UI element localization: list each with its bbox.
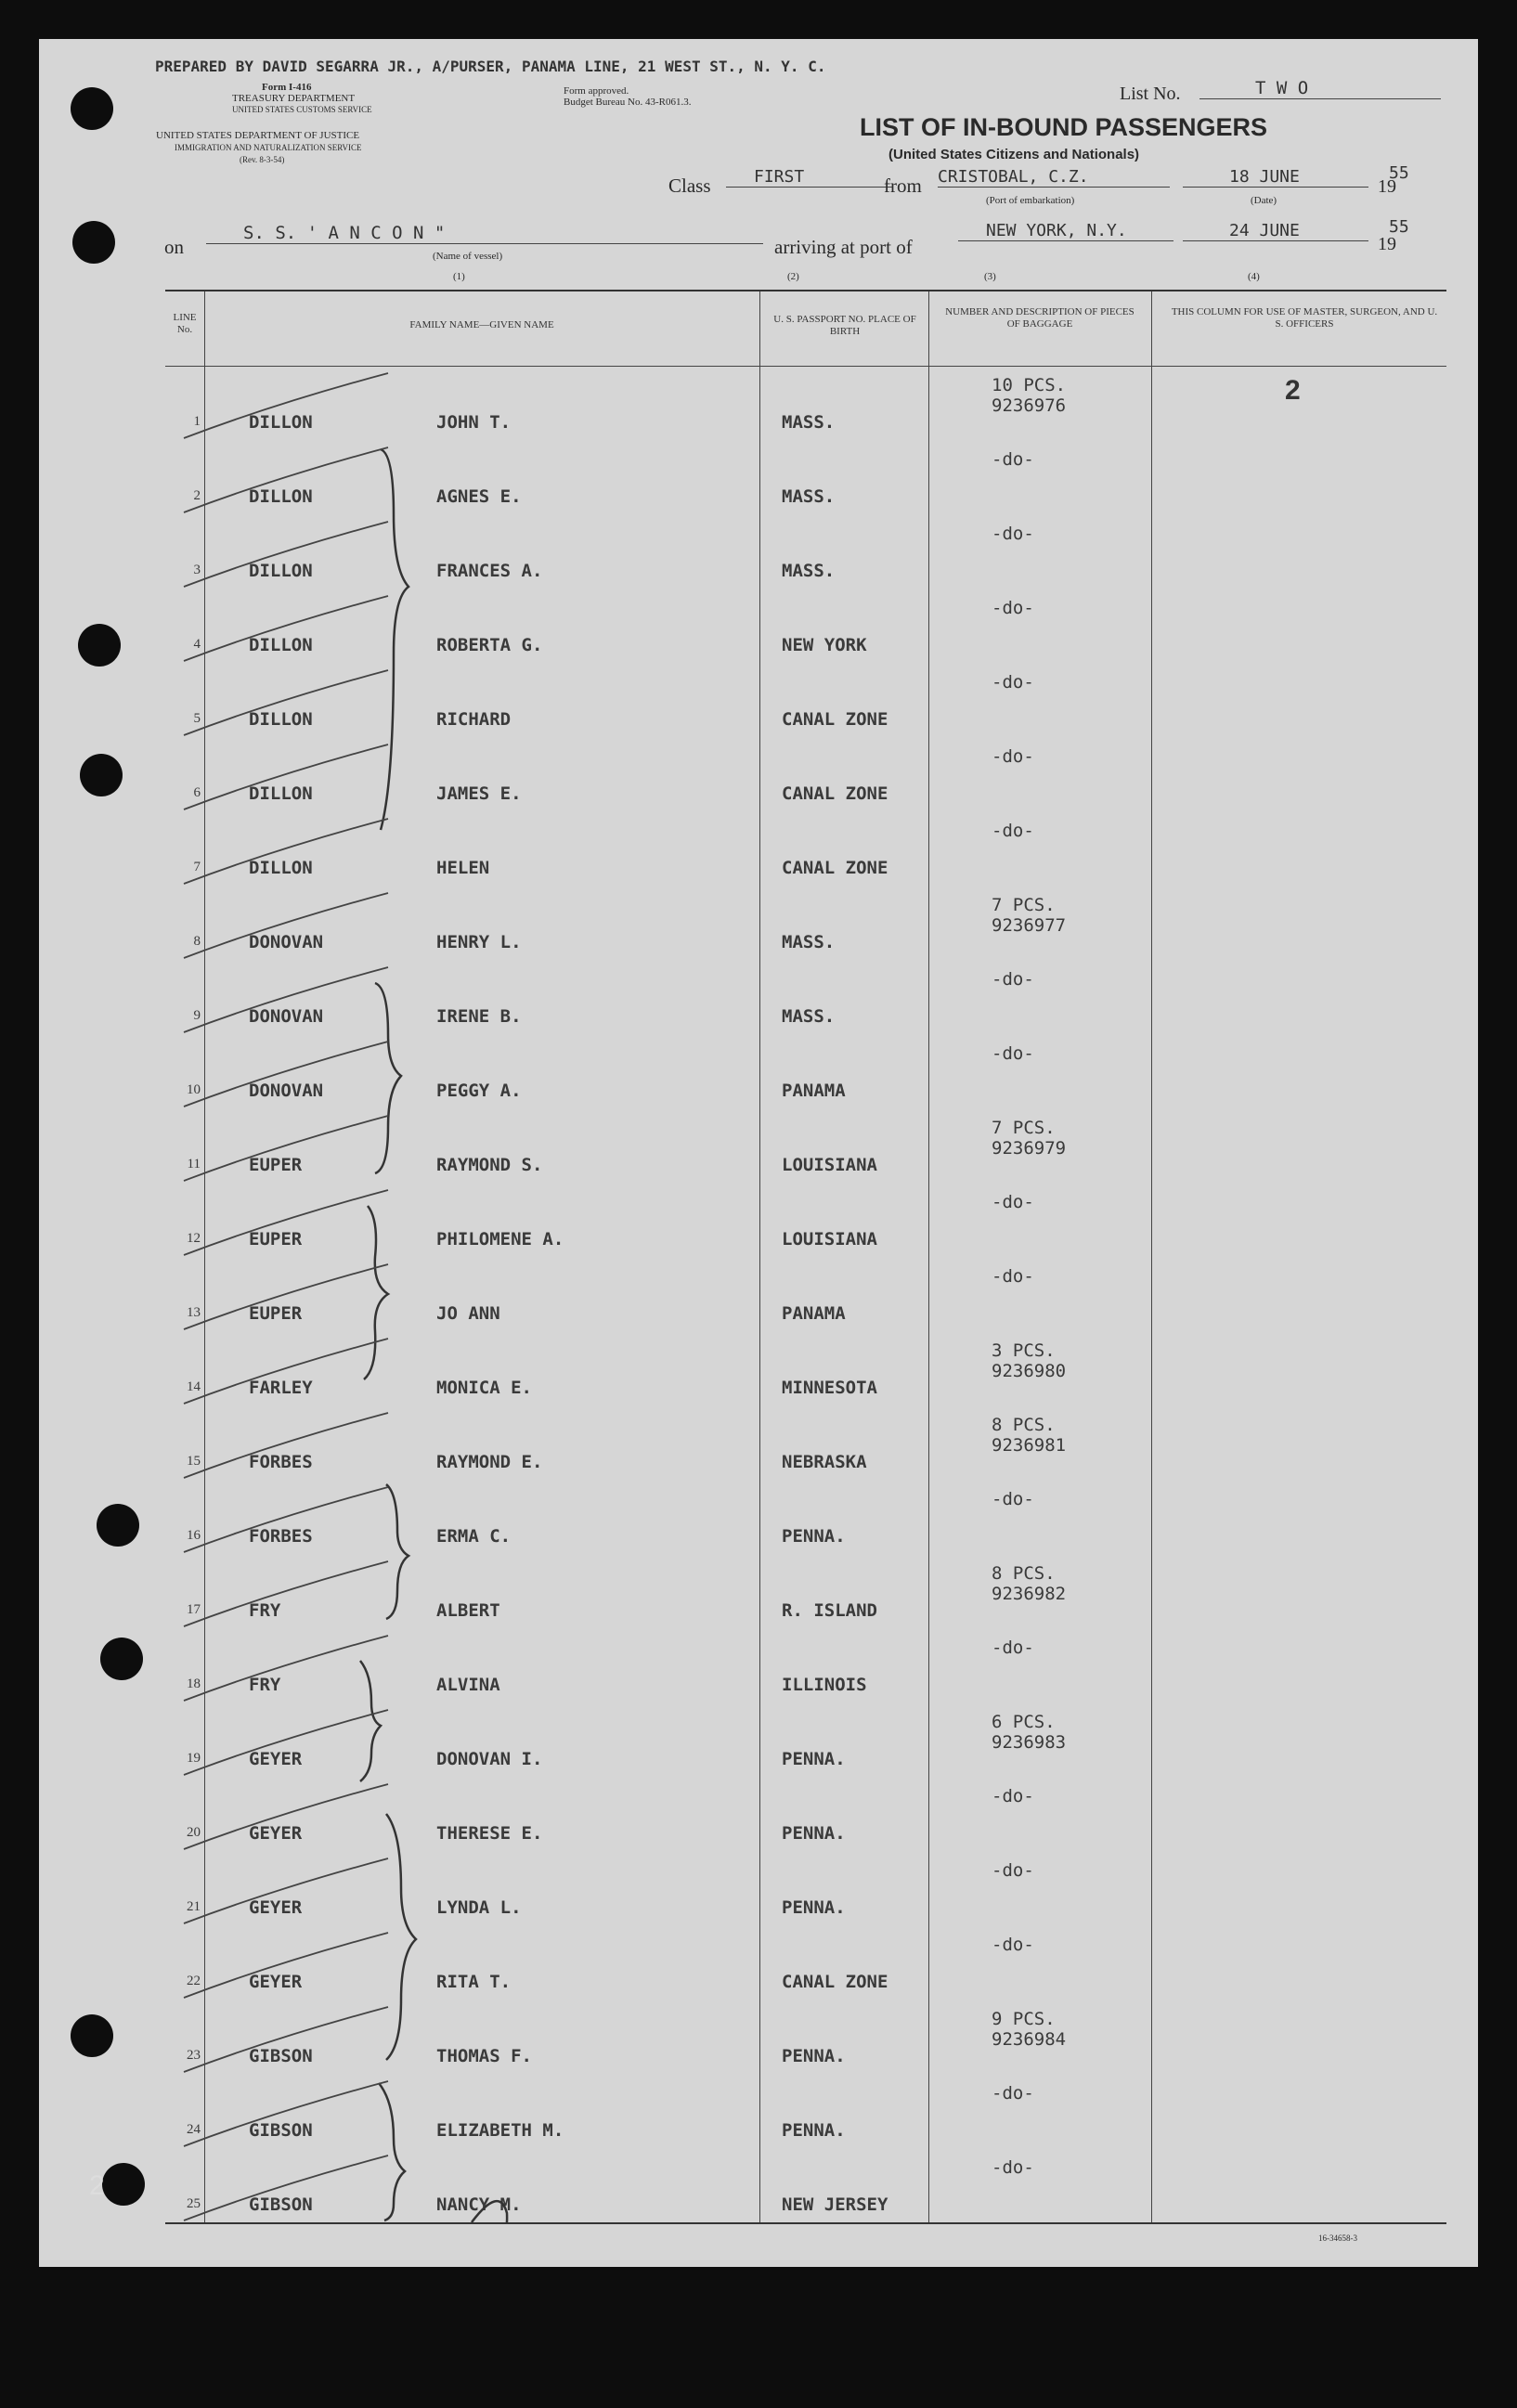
place-of-birth: NEW JERSEY [782,2194,888,2215]
margin-note: 2 [89,2170,105,2201]
family-name: FRY [249,1600,281,1621]
ins-service: IMMIGRATION AND NATURALIZATION SERVICE [175,143,362,152]
punch-hole [71,87,113,130]
col-name: FAMILY NAME—GIVEN NAME [409,319,554,330]
baggage-count: -do- [992,821,1034,841]
table-row [165,514,1446,589]
place-of-birth: PENNA. [782,1749,846,1769]
line-number: 1 [193,414,201,429]
given-name: RAYMOND E. [436,1452,543,1472]
family-name: GIBSON [249,2046,313,2066]
given-name: JOHN T. [436,412,512,433]
baggage-count: 8 PCS. [992,1563,1056,1584]
given-name: JO ANN [436,1303,500,1324]
family-name: EUPER [249,1229,303,1249]
place-of-birth: CANAL ZONE [782,709,888,730]
table-row [165,2148,1446,2222]
place-of-birth: PENNA. [782,1823,846,1844]
place-of-birth: MASS. [782,412,836,433]
given-name: RITA T. [436,1972,512,1992]
revision: (Rev. 8-3-54) [240,155,285,164]
given-name: JAMES E. [436,783,522,804]
table-row [165,1405,1446,1480]
baggage-count: -do- [992,2083,1034,2104]
table-row [165,1331,1446,1405]
family-name: FARLEY [249,1378,313,1398]
given-name: ELIZABETH M. [436,2120,564,2141]
class-label: Class [668,175,711,197]
place-of-birth: LOUISIANA [782,1155,877,1175]
punch-hole [80,754,123,796]
table-row [165,1257,1446,1331]
table-row [165,1034,1446,1108]
family-name: DONOVAN [249,932,324,952]
place-of-birth: NEW YORK [782,635,867,655]
place-of-birth: PANAMA [782,1081,846,1101]
punch-hole [100,1638,143,1680]
depart-date: 18 JUNE [1183,167,1368,188]
place-of-birth: NEBRASKA [782,1452,867,1472]
place-of-birth: PENNA. [782,2046,846,2066]
given-name: ALVINA [436,1675,500,1695]
baggage-count: 8 PCS. [992,1415,1056,1435]
page-subtitle: (United States Citizens and Nationals) [888,147,1140,162]
table-row [165,1628,1446,1702]
family-name: DILLON [249,412,313,433]
baggage-number: 9236979 [992,1138,1067,1159]
baggage-number: 9236980 [992,1361,1067,1381]
line-number: 8 [193,934,201,949]
place-of-birth: MASS. [782,932,836,952]
line-number: 7 [193,860,201,874]
table-row [165,1480,1446,1554]
baggage-count: 9 PCS. [992,2009,1056,2029]
line-number: 2 [193,488,201,503]
family-name: FRY [249,1675,281,1695]
table-row [165,2074,1446,2148]
family-name: EUPER [249,1303,303,1324]
table-row [165,886,1446,960]
given-name: HELEN [436,858,490,878]
baggage-count: 6 PCS. [992,1712,1056,1732]
table-row [165,1183,1446,1257]
given-name: ALBERT [436,1600,500,1621]
place-of-birth: CANAL ZONE [782,783,888,804]
line-number: 23 [187,2048,201,2063]
family-name: DONOVAN [249,1006,324,1027]
given-name: RAYMOND S. [436,1155,543,1175]
on-label: on [164,236,184,258]
punch-hole [97,1504,139,1547]
table-row [165,1777,1446,1851]
class-value: FIRST [726,167,893,188]
baggage-count: -do- [992,1192,1034,1212]
table-row [165,1702,1446,1777]
table-row [165,663,1446,737]
family-name: EUPER [249,1155,303,1175]
place-of-birth: CANAL ZONE [782,1972,888,1992]
manifest-sheet [39,39,1478,2267]
list-no-label: List No. [1120,84,1181,104]
family-name: DILLON [249,709,313,730]
col-num-3: (3) [984,271,996,282]
page-title: LIST OF IN-BOUND PASSENGERS [860,113,1268,141]
given-name: PHILOMENE A. [436,1229,564,1249]
baggage-count: -do- [992,1489,1034,1509]
place-of-birth: PENNA. [782,1897,846,1918]
given-name: FRANCES A. [436,561,543,581]
place-of-birth: R. ISLAND [782,1600,877,1621]
passenger-table [165,290,1446,2224]
depart-year-prefix: 19 [1378,176,1396,197]
line-number: 15 [187,1454,201,1469]
family-name: GEYER [249,1823,303,1844]
budget-bureau: Budget Bureau No. 43-R061.3. [564,97,692,108]
given-name: PEGGY A. [436,1081,522,1101]
baggage-count: -do- [992,1935,1034,1955]
from-value: CRISTOBAL, C.Z. [938,167,1170,188]
punch-hole [78,624,121,667]
arrival-port: NEW YORK, N.Y. [958,221,1173,241]
baggage-number: 9236976 [992,395,1067,416]
line-number: 4 [193,637,201,652]
family-name: DILLON [249,561,313,581]
line-number: 10 [187,1082,201,1097]
arrival-year: 55 [1389,217,1409,237]
family-name: GIBSON [249,2194,313,2215]
family-name: GIBSON [249,2120,313,2141]
family-name: DILLON [249,858,313,878]
baggage-count: -do- [992,1638,1034,1658]
line-number: 20 [187,1825,201,1840]
baggage-count: 7 PCS. [992,1118,1056,1138]
date-caption: (Date) [1251,195,1277,206]
place-of-birth: MINNESOTA [782,1378,877,1398]
line-number: 22 [187,1974,201,1988]
baggage-count: 3 PCS. [992,1340,1056,1361]
line-number: 18 [187,1677,201,1691]
baggage-count: -do- [992,1266,1034,1287]
officer-mark: 2 [1285,375,1301,406]
table-row [165,366,1446,440]
col-num-2: (2) [787,271,799,282]
line-number: 24 [187,2122,201,2137]
place-of-birth: PANAMA [782,1303,846,1324]
baggage-count: -do- [992,1786,1034,1806]
justice-dept: UNITED STATES DEPARTMENT OF JUSTICE [156,130,360,141]
place-of-birth: MASS. [782,486,836,507]
arriving-label: arriving at port of [774,236,913,258]
table-row [165,960,1446,1034]
given-name: THERESE E. [436,1823,543,1844]
col-num-1: (1) [453,271,465,282]
customs-service: UNITED STATES CUSTOMS SERVICE [232,105,372,114]
place-of-birth: PENNA. [782,2120,846,2141]
family-name: FORBES [249,1526,313,1547]
place-of-birth: ILLINOIS [782,1675,867,1695]
punch-hole [102,2163,145,2206]
family-name: DILLON [249,635,313,655]
baggage-count: -do- [992,2157,1034,2178]
treasury-dept: TREASURY DEPARTMENT [232,93,356,104]
family-name: GEYER [249,1897,303,1918]
col-passport: U. S. PASSPORT NO. PLACE OF BIRTH [773,314,916,337]
given-name: RICHARD [436,709,512,730]
place-of-birth: CANAL ZONE [782,858,888,878]
vessel-caption: (Name of vessel) [433,251,503,262]
baggage-count: -do- [992,672,1034,693]
family-name: GEYER [249,1749,303,1769]
baggage-number: 9236981 [992,1435,1067,1456]
form-approved: Form approved. [564,85,629,97]
baggage-count: -do- [992,449,1034,470]
table-row [165,1554,1446,1628]
baggage-count: -do- [992,746,1034,767]
form-number: Form I-416 [262,82,312,93]
baggage-number: 9236984 [992,2029,1067,2050]
family-name: DILLON [249,486,313,507]
col-baggage: NUMBER AND DESCRIPTION OF PIECES OF BAGGAGE [945,306,1135,330]
given-name: IRENE B. [436,1006,522,1027]
prepared-by: PREPARED BY DAVID SEGARRA JR., A/PURSER, PANAMA LINE, 21 WEST ST., N. Y. C. [155,58,826,75]
table-row [165,440,1446,514]
vessel-name: S. S. ' A N C O N " [206,223,763,244]
line-number: 11 [187,1157,201,1172]
baggage-number: 9236983 [992,1732,1067,1753]
given-name: ERMA C. [436,1526,512,1547]
table-row [165,2000,1446,2074]
table-row [165,737,1446,811]
list-no-value: T W O [1199,78,1441,99]
line-number: 6 [193,785,201,800]
baggage-number: 9236977 [992,915,1067,936]
baggage-count: 7 PCS. [992,895,1056,915]
line-number: 19 [187,1751,201,1766]
table-row [165,811,1446,886]
from-label: from [884,175,922,197]
punch-hole [72,221,115,264]
line-number: 25 [187,2196,201,2211]
family-name: DILLON [249,783,313,804]
given-name: LYNDA L. [436,1897,522,1918]
family-name: FORBES [249,1452,313,1472]
given-name: DONOVAN I. [436,1749,543,1769]
given-name: MONICA E. [436,1378,532,1398]
baggage-number: 9236982 [992,1584,1067,1604]
arrival-date: 24 JUNE [1183,221,1368,241]
line-number: 14 [187,1379,201,1394]
line-number: 16 [187,1528,201,1543]
given-name: ROBERTA G. [436,635,543,655]
baggage-count: -do- [992,1860,1034,1881]
baggage-count: -do- [992,969,1034,990]
place-of-birth: MASS. [782,561,836,581]
line-number: 13 [187,1305,201,1320]
baggage-count: -do- [992,524,1034,544]
line-number: 5 [193,711,201,726]
depart-year: 55 [1389,163,1409,183]
arrival-year-prefix: 19 [1378,234,1396,254]
line-number: 17 [187,1602,201,1617]
given-name: NANCY M. [436,2194,522,2215]
footer-code: 16-34658-3 [1318,2233,1357,2243]
given-name: AGNES E. [436,486,522,507]
family-name: DONOVAN [249,1081,324,1101]
col-officers: THIS COLUMN FOR USE OF MASTER, SURGEON, AND U. S. OFFICERS [1171,306,1438,330]
col-line-no: LINE No. [173,312,197,335]
line-number: 9 [193,1008,201,1023]
table-row [165,1851,1446,1925]
place-of-birth: PENNA. [782,1526,846,1547]
given-name: HENRY L. [436,932,522,952]
table-row [165,589,1446,663]
col-num-4: (4) [1248,271,1260,282]
baggage-count: -do- [992,1043,1034,1064]
place-of-birth: MASS. [782,1006,836,1027]
punch-hole [71,2014,113,2057]
line-number: 21 [187,1899,201,1914]
line-number: 12 [187,1231,201,1246]
place-of-birth: LOUISIANA [782,1229,877,1249]
table-row [165,1108,1446,1183]
family-name: GEYER [249,1972,303,1992]
given-name: THOMAS F. [436,2046,532,2066]
baggage-count: -do- [992,598,1034,618]
baggage-count: 10 PCS. [992,375,1067,395]
embark-caption: (Port of embarkation) [986,195,1075,206]
line-number: 3 [193,563,201,577]
table-row [165,1925,1446,2000]
